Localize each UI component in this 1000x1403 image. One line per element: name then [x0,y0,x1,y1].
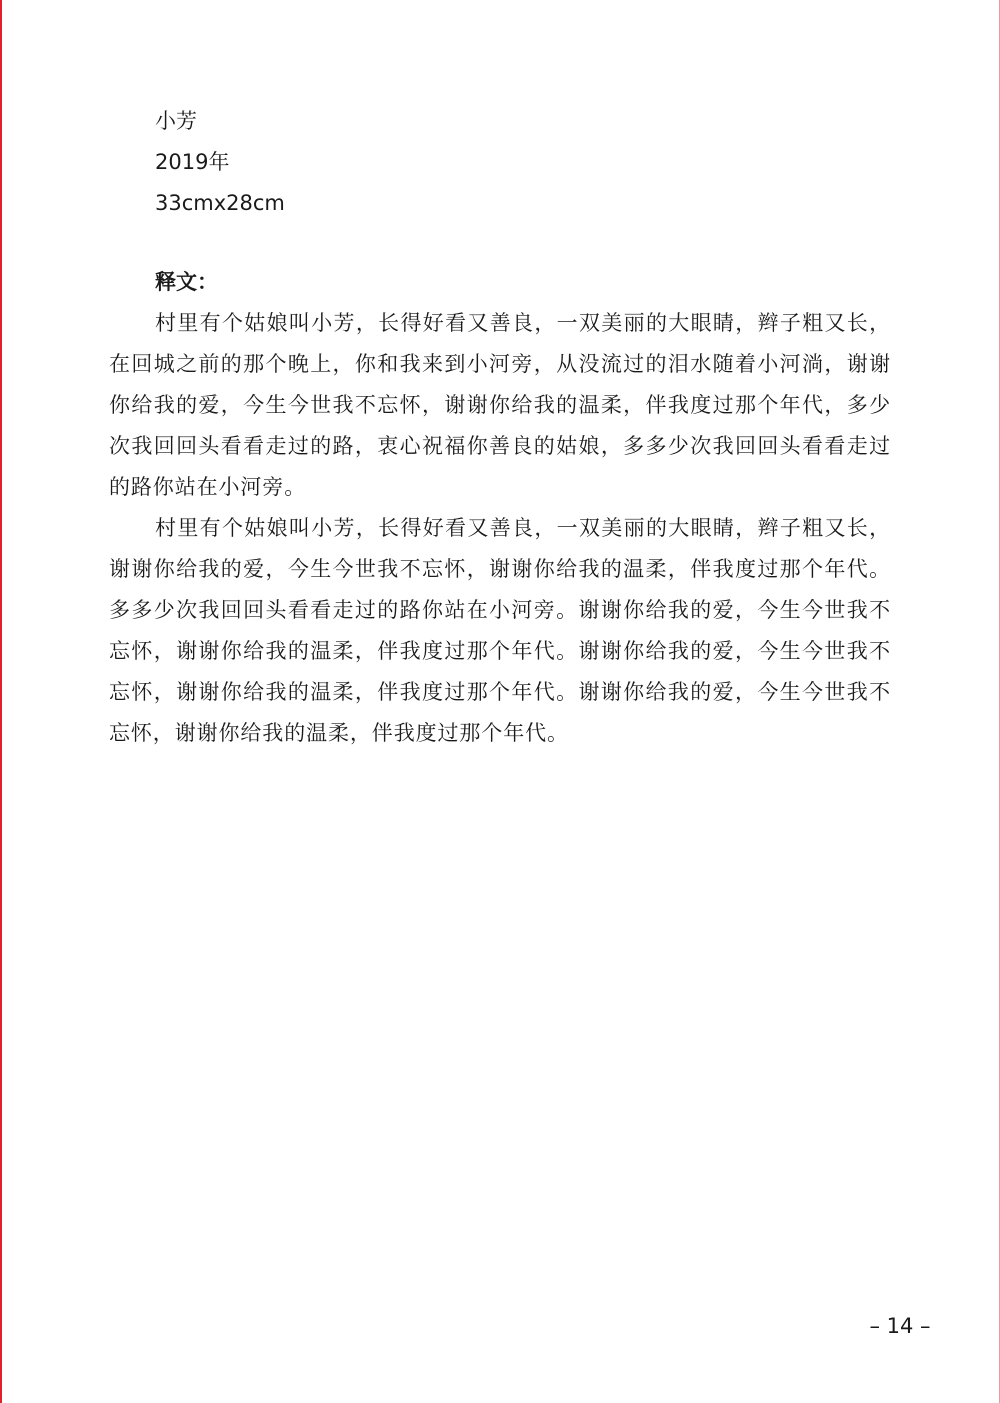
artwork-year: 2019年 [155,150,230,174]
artwork-title: 小芳 [155,109,197,133]
artwork-size: 33cmx28cm [155,191,285,215]
translation-heading: 释文： [155,270,218,294]
artwork-info [155,101,855,224]
translation-section [109,262,891,754]
page-left-border [0,0,2,1403]
translation-paragraph-1: 村里有个姑娘叫小芳，长得好看又善良，一双美丽的大眼睛，辫子粗又长，在回城之前的那个晚上，你和我来到小河旁，从没流过的泪水随着小河淌，谢谢你给我的爱，今生今世我不忘怀，谢谢你给我的温柔，伴我度过那个年代，多少次我回回头看看走过的路，衷心祝福你善良的姑娘，多多少次我回回头看看走过的路你站在小河旁。 [109,311,891,499]
translation-paragraph-2: 村里有个姑娘叫小芳，长得好看又善良，一双美丽的大眼睛，辫子粗又长，谢谢你给我的爱，今生今世我不忘怀，谢谢你给我的温柔，伴我度过那个年代。多多少次我回回头看看走过的路你站在小河旁。谢谢你给我的爱，今生今世我不忘怀，谢谢你给我的温柔，伴我度过那个年代。谢谢你给我的爱，今生今世我不忘怀，谢谢你给我的温柔，伴我度过那个年代。谢谢你给我的爱，今生今世我不忘怀，谢谢你给我的温柔，伴我度过那个年代。 [109,516,891,745]
page-number: – 14 – [869,1314,931,1338]
